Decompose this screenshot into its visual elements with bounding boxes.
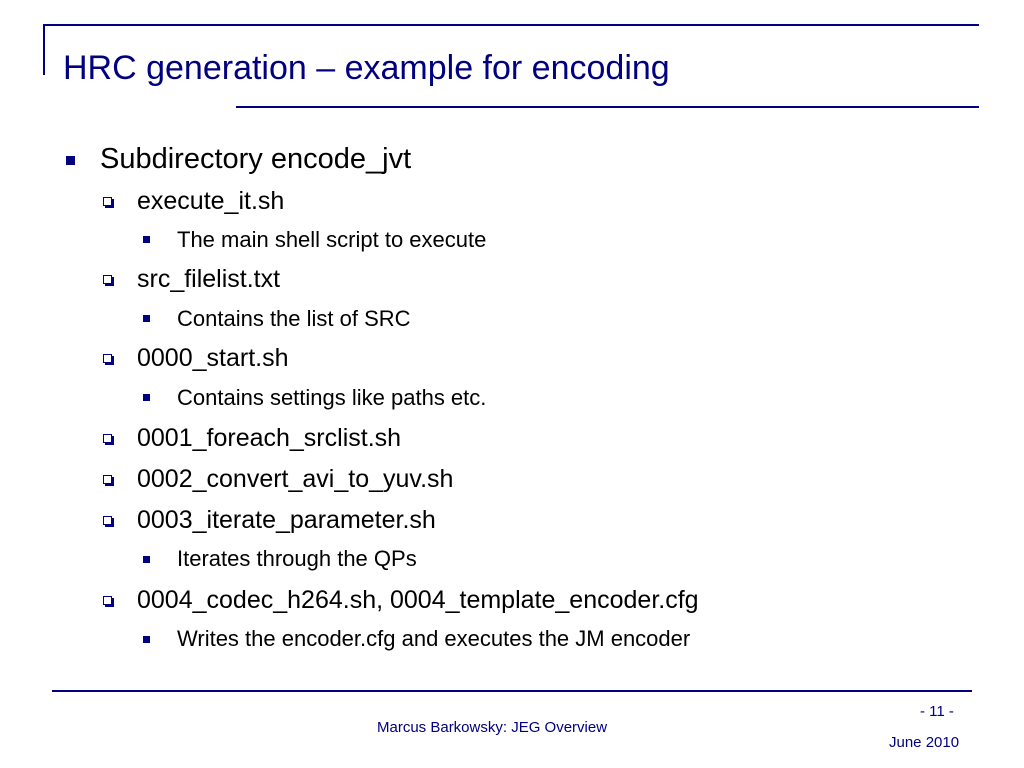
footer-page-number: - 11 - <box>920 703 954 720</box>
sub-bullet-item: 0004_codec_h264.sh, 0004_template_encoder.cfg <box>137 586 699 614</box>
sub-sub-bullet-item: The main shell script to execute <box>177 227 487 252</box>
sub-bullet-item: execute_it.sh <box>137 187 285 215</box>
footer-rule <box>52 690 972 692</box>
sub-sub-bullet-item: Contains settings like paths etc. <box>177 385 487 410</box>
sub-bullet-item: 0000_start.sh <box>137 344 289 372</box>
slide-title: HRC generation – example for encoding <box>63 49 670 87</box>
sub-sub-bullet-item: Writes the encoder.cfg and executes the JM encoder <box>177 626 691 651</box>
hollow-square-bullet-icon <box>103 275 112 284</box>
square-bullet-icon <box>143 315 150 322</box>
square-bullet-icon <box>143 236 150 243</box>
hollow-square-bullet-icon <box>103 434 112 443</box>
sub-sub-bullet-item: Contains the list of SRC <box>177 306 411 331</box>
footer-date: June 2010 <box>889 734 960 751</box>
square-bullet-icon <box>143 636 150 643</box>
sub-bullet-item: src_filelist.txt <box>137 265 281 293</box>
sub-bullet-item: 0003_iterate_parameter.sh <box>137 506 436 534</box>
hollow-square-bullet-icon <box>103 475 112 484</box>
square-bullet-icon <box>143 394 150 401</box>
hollow-square-bullet-icon <box>103 197 112 206</box>
hollow-square-bullet-icon <box>103 516 112 525</box>
footer-presenter: Marcus Barkowsky: JEG Overview <box>377 719 608 736</box>
square-bullet-icon <box>143 556 150 563</box>
bullet-item: Subdirectory encode_jvt <box>100 143 412 175</box>
sub-sub-bullet-item: Iterates through the QPs <box>177 546 417 571</box>
sub-bullet-item: 0002_convert_avi_to_yuv.sh <box>137 465 454 493</box>
square-bullet-icon <box>66 156 75 165</box>
hollow-square-bullet-icon <box>103 596 112 605</box>
sub-bullet-item: 0001_foreach_srclist.sh <box>137 424 402 452</box>
hollow-square-bullet-icon <box>103 354 112 363</box>
